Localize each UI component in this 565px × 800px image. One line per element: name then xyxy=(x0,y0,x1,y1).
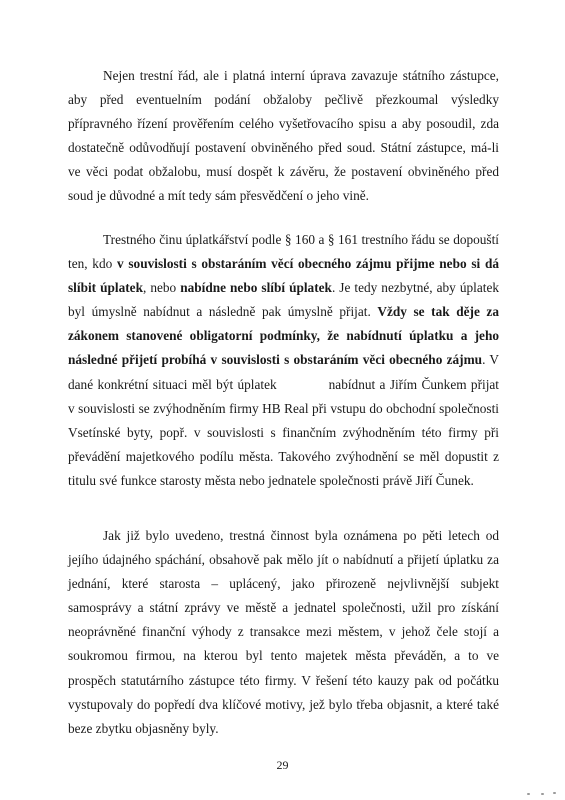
text-run: . Je tedy nezbytné, aby úplatek byl úmyslně nabídnut a následně pak úmyslně přijat. xyxy=(68,280,499,320)
page-number: 29 xyxy=(276,758,289,772)
bold-text-run: Vždy se tak děje za zákonem stanovené obligatorní podmínky, že nabídnutí úplatku a jeho následné přijetí probíhá v souvislosti s obstaráním věci obecného zájmu xyxy=(68,304,499,368)
text-run: nabídnut a Jiřím Čunkem přijat v souvislosti se zvýhodněním firmy HB Real při vstupu do obchodní společnosti Vsetínské byty, popř. v souvislosti s finančním zvýhodněním této firmy při převádění majetkového podílu města. Takového zvýhodnění se měl dopustit z titulu své funkce starosty města nebo jednatele společnosti právě Jiří Čunek. xyxy=(68,376,499,488)
paragraph-bribery-definition xyxy=(68,228,499,493)
scan-speck xyxy=(527,793,530,795)
scan-speck xyxy=(553,792,556,794)
bold-text-run: nabídne nebo slíbí úplatek xyxy=(180,280,332,296)
paragraph-case-motives: Jak již bylo uvedeno, trestná činnost byla oznámena po pěti letech od jejího údajného spáchání, obsahově pak mělo jít o nabídnutí a přijetí úplatku za jednání, které starosta – uplácený, jako přirozeně nejvlivnější subjekt samosprávy a státní zprávy ve městě a jednatel společnosti, užil pro získání neoprávněné finanční výhody z transakce mezi městem, v jehož čele stojí a soukromou firmou, na kterou byl tento majetek města převáděn, a to ve prospěch statutárního zástupce této firmy. V řešení této kauzy pak od počátku vystupovaly do popředí dva klíčové motivy, jež bylo třeba objasnit, a které také beze zbytku objasněny byly. xyxy=(68,528,499,736)
bold-text-run: v souvislosti s obstaráním věcí obecného zájmu přijme nebo si dá slíbit úplatek xyxy=(68,256,499,296)
scan-speck xyxy=(541,793,544,795)
text-run: Trestného činu úplatkářství podle § 160 a § 161 trestního řádu se dopouští ten, kdo xyxy=(68,232,499,272)
text-run: . V dané konkrétní situaci měl být úplatek xyxy=(68,352,500,392)
paragraph-prosecutor-duty: Nejen trestní řád, ale i platná interní úprava zavazuje státního zástupce, aby před eventuelním podání obžaloby pečlivě přezkoumal výsledky přípravného řízení prověřením celého vyšetřovacího spisu a aby posoudil, zda dostatečně odůvodňují postavení obviněného před soud. Státní zástupce, má-li ve věci podat obžalobu, musí dospět k závěru, že postavení obviněného před soud je důvodné a mít tedy sám přesvědčení o jeho vině. xyxy=(68,68,499,204)
text-run: , nebo xyxy=(142,280,181,296)
